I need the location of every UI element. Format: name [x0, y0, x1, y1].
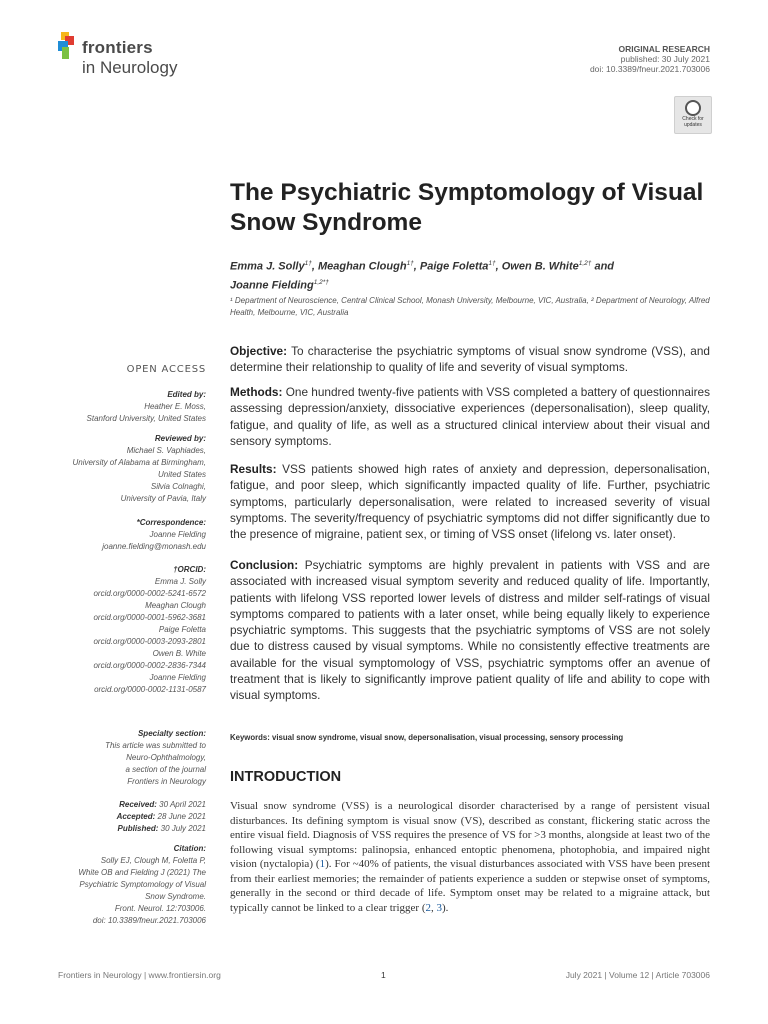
- orcid-author: Meaghan Clough: [145, 601, 206, 610]
- orcid-author: Owen B. White: [152, 649, 206, 658]
- specialty-line: a section of the journal: [125, 765, 206, 774]
- orcid-link[interactable]: orcid.org/0000-0003-2093-2801: [93, 637, 206, 646]
- reviewer-line: Michael S. Vaphiades,: [126, 446, 206, 455]
- footer-issue-info: July 2021 | Volume 12 | Article 703006: [565, 970, 710, 980]
- conclusion-label: Conclusion:: [230, 558, 299, 572]
- correspondence-email[interactable]: joanne.fielding@monash.edu: [102, 542, 206, 551]
- orcid-link[interactable]: orcid.org/0000-0002-5241-6572: [93, 589, 206, 598]
- conclusion-text: Psychiatric symptoms are highly prevalent in patients with VSS and are associated with increased visual symptom severity and reduced quality of life. Importantly, patients with lifelong VSS reported lower levels of distress and milder self-ratings of visual symptoms compared to patients with a later onset, while being equally likely to experience psychiatric symptoms. This suggests that the psychiatric symptoms of VSS are not solely due to distress caused by visual symptoms. While no consistently effective treatments are available for the visual symptomology of VSS, psychiatric symptoms offer an avenue of treatment that is likely to significantly improve patient quality of life and ability to cope with visual symptoms.: [230, 558, 710, 703]
- author-affil: 1,2*†: [313, 278, 329, 286]
- article-title: The Psychiatric Symptomology of Visual Snow Syndrome: [230, 179, 704, 236]
- author-name[interactable]: Joanne Fielding: [230, 279, 314, 292]
- reviewed-by-section: [36, 433, 206, 505]
- specialty-line: This article was submitted to: [105, 741, 206, 750]
- intro-text: ). For ~40% of patients, the visual disturbances associated with VSS have been present from their earliest memories; the remainder of patients experience a sudden or stepwise onset of symptoms, generally in the second or third decade of life. Symptom onset may be related to a migraine attack, but typically cannot be linked to a clear trigger (: [230, 858, 711, 914]
- author-affil: 1†: [406, 260, 414, 267]
- abstract-results: [230, 461, 710, 542]
- citation-label: Citation:: [173, 844, 206, 853]
- edited-by-label: Edited by:: [167, 390, 206, 399]
- footer-journal-link[interactable]: Frontiers in Neurology | www.frontiersin.org: [58, 970, 221, 980]
- abstract-objective: [230, 343, 710, 376]
- specialty-line: Frontiers in Neurology: [127, 777, 206, 786]
- orcid-link[interactable]: orcid.org/0000-0001-5962-3681: [93, 613, 206, 622]
- citation-link[interactable]: 2: [425, 901, 431, 914]
- author-name[interactable]: Meaghan Clough: [317, 260, 407, 273]
- author-affil: 1†: [488, 260, 496, 267]
- author-name[interactable]: Owen B. White: [501, 260, 579, 273]
- article-meta: [590, 44, 710, 74]
- dates-section: [36, 799, 206, 835]
- objective-text: To characterise the psychiatric symptoms of visual snow syndrome (VSS), and determine their relationship to quality of life and severity of visual symptoms.: [230, 344, 710, 375]
- correspondence-label: *Correspondence:: [136, 518, 206, 527]
- orcid-label: †ORCID:: [173, 565, 206, 574]
- citation-line: Snow Syndrome.: [145, 892, 206, 901]
- editor-line: Heather E. Moss,: [144, 402, 206, 411]
- received-label: Received:: [119, 800, 157, 809]
- published-date-side: 30 July 2021: [160, 824, 206, 833]
- accepted-label: Accepted:: [116, 812, 156, 821]
- author-affil: 1,2†: [578, 260, 592, 267]
- reviewer-line: University of Pavia, Italy: [120, 494, 206, 503]
- keywords: Keywords: visual snow syndrome, visual snow, depersonalisation, visual processing, sensory processing: [230, 733, 624, 742]
- journal-subtitle: in Neurology: [82, 58, 178, 77]
- reviewer-line: University of Alabama at Birmingham,: [72, 458, 206, 467]
- citation-line: White OB and Fielding J (2021) The: [78, 868, 206, 877]
- specialty-label: Specialty section:: [137, 729, 206, 738]
- intro-text: Visual snow syndrome (VSS) is a neurological disorder characterised by a range of persistent visual disturbances. Its defining symptom is visual snow (VS), described as constant, flickering static across the entire visual field. Diagnosis of VSS requires the presence of VS for >3 months, alongside at least two of the following visual symptoms: palinopsia, enhanced entoptic phenomena, photophobia, and impaired night vision (nyctalopia) (: [230, 800, 710, 870]
- editor-line: Stanford University, United States: [86, 414, 206, 423]
- received-date: 30 April 2021: [159, 800, 206, 809]
- orcid-author: Joanne Fielding: [149, 673, 206, 682]
- orcid-author: Paige Foletta: [158, 625, 206, 634]
- specialty-section: [36, 728, 206, 788]
- bookmark-icon: [685, 100, 701, 116]
- orcid-link[interactable]: orcid.org/0000-0002-2836-7344: [93, 661, 206, 670]
- check-updates-line2: updates: [684, 122, 702, 128]
- frontiers-logo-icon: [56, 32, 78, 60]
- check-for-updates-button[interactable]: [674, 96, 712, 134]
- author-affil: 1†: [304, 260, 312, 267]
- specialty-line: Neuro-Ophthalmology,: [126, 753, 206, 762]
- published-label: Published:: [117, 824, 159, 833]
- article-doi[interactable]: doi: 10.3389/fneur.2021.703006: [589, 64, 710, 74]
- introduction-paragraph: [230, 799, 710, 915]
- results-label: Results:: [230, 462, 277, 476]
- citation-line[interactable]: doi: 10.3389/fneur.2021.703006: [92, 916, 206, 925]
- citation-line: Front. Neurol. 12:703006.: [114, 904, 206, 913]
- citation-line: Solly EJ, Clough M, Foletta P,: [100, 856, 206, 865]
- accepted-date: 28 June 2021: [157, 812, 206, 821]
- article-type: ORIGINAL RESEARCH: [618, 44, 710, 54]
- open-access-label: OPEN ACCESS: [126, 364, 206, 375]
- introduction-heading: INTRODUCTION: [230, 769, 342, 785]
- correspondence-name: Joanne Fielding: [149, 530, 206, 539]
- citation-link[interactable]: 3: [436, 901, 442, 914]
- affiliations: ¹ Department of Neuroscience, Central Clinical School, Monash University, Melbourne, VIC, Australia, ² Department of Neurology, Alfred Health, Melbourne, VIC, Australia: [230, 296, 710, 317]
- intro-text: ).: [441, 901, 449, 914]
- reviewed-by-label: Reviewed by:: [154, 434, 206, 443]
- orcid-link[interactable]: orcid.org/0000-0002-1131-0587: [94, 685, 206, 694]
- page-number: 1: [381, 970, 386, 980]
- abstract-methods: [230, 384, 710, 449]
- citation-link[interactable]: 1: [319, 858, 326, 870]
- reviewer-line: United States: [157, 470, 206, 479]
- correspondence-section: [36, 517, 206, 553]
- abstract-conclusion: [230, 557, 710, 704]
- edited-by-section: [36, 389, 206, 425]
- author-list: Emma J. Solly$^{1\dagger}$, Meaghan Clough$^{1\dagger}$, Paige Foletta$^{1\dagger}$, Owen B. White$^{1,2\dagger}$ and Joanne Fielding$^{1,2*\dagger}$: [230, 260, 615, 292]
- citation-section: [36, 843, 206, 927]
- check-updates-line1: Check for: [682, 116, 704, 122]
- results-text: VSS patients showed high rates of anxiety and depression, depersonalisation, fatigue, and poor sleep, which significantly impacted quality of life. Further, psychiatric symptoms, particularly depersonalisation, were related to increased severity of visual symptoms. The severity/frequency of psychiatric symptoms did not differ significantly due to the presence of migraine, patient sex, or timing of VSS onset (lifelong vs. later onset).: [230, 462, 710, 542]
- orcid-section: [36, 564, 206, 696]
- author-name[interactable]: Paige Foletta: [419, 260, 489, 273]
- citation-line: Psychiatric Symptomology of Visual: [79, 880, 206, 889]
- journal-name: frontiers: [82, 38, 153, 57]
- reviewer-line: Silvia Colnaghi,: [150, 482, 206, 491]
- author-name[interactable]: Emma J. Solly: [230, 260, 305, 273]
- methods-text: One hundred twenty-five patients with VSS completed a battery of questionnaires assessing depression/anxiety, dissociative experiences (depersonalisation), sleep quality, fatigue, and quality of life, as well as a structured clinical interview about their visual and sensory symptoms.: [230, 385, 710, 448]
- ref-separator: ,: [430, 901, 437, 914]
- orcid-author: Emma J. Solly: [154, 577, 206, 586]
- methods-label: Methods:: [230, 385, 283, 399]
- published-date: published: 30 July 2021: [620, 54, 710, 64]
- objective-label: Objective:: [230, 344, 288, 358]
